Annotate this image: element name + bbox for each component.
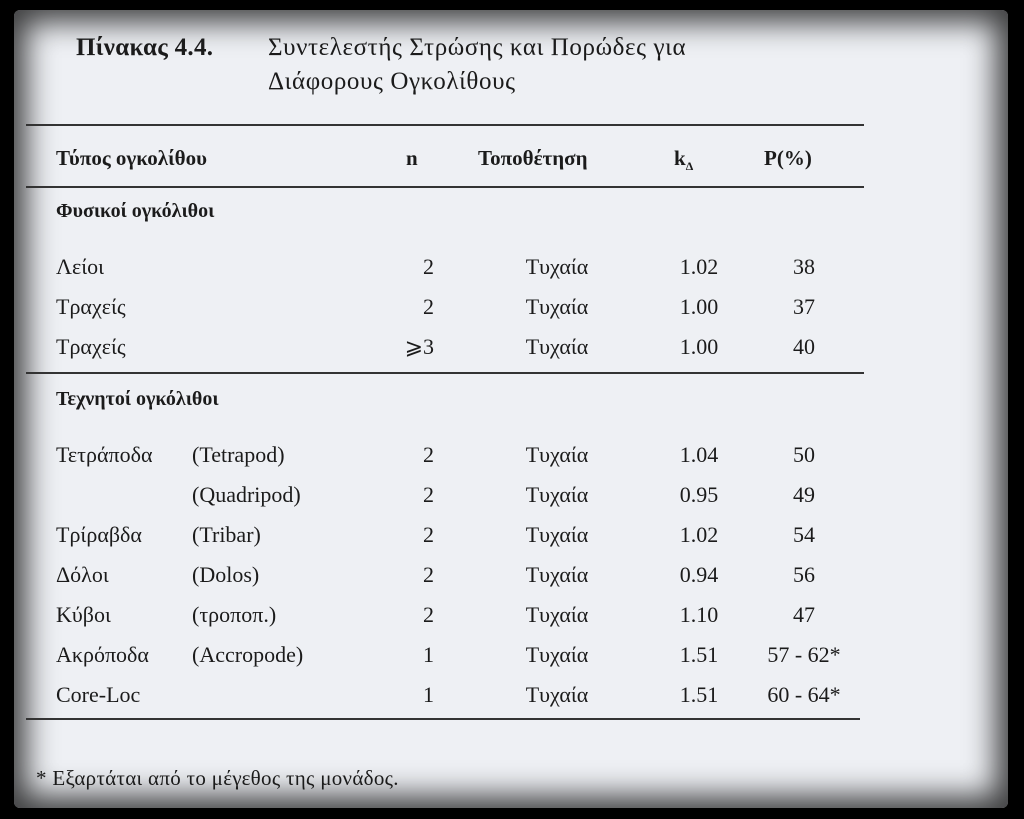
cell-name: Τετράποδα [56, 442, 153, 467]
header-n: n [406, 146, 418, 170]
cell-placement: Τυχαία [525, 442, 589, 467]
cell-p: 40 [793, 334, 815, 359]
cell-k: 1.00 [679, 334, 719, 359]
cell-n: 2 [423, 602, 434, 627]
cell-k: 0.95 [679, 482, 719, 507]
cell-name: Τραχείς [56, 334, 126, 359]
cell-name: Core-Loc [56, 682, 141, 707]
footnote: * Εξαρτάται από το μέγεθος της μονάδος. [36, 766, 399, 790]
header-rule [26, 186, 864, 188]
cell-n: 2 [423, 254, 434, 279]
bottom-rule [26, 718, 860, 720]
cell-alt: (Dolos) [192, 562, 260, 587]
header-k [674, 146, 693, 174]
cell-p: 49 [793, 482, 815, 507]
table-number: Πίνακας 4.4. [76, 34, 214, 61]
cell-alt: (τροποπ.) [192, 602, 277, 627]
group-title: Φυσικοί ογκόλιθοι [56, 200, 215, 222]
cell-placement: Τυχαία [525, 522, 589, 547]
cell-n: 2 [423, 442, 434, 467]
cell-k: 1.02 [679, 254, 719, 279]
header-placement: Τοποθέτηση [478, 146, 588, 170]
cell-k: 1.04 [679, 442, 719, 467]
cell-n: ⩾3 [404, 334, 434, 359]
cell-p: 57 - 62* [767, 642, 841, 667]
cell-placement: Τυχαία [525, 294, 589, 319]
cell-p: 54 [793, 522, 815, 547]
cell-n: 2 [423, 562, 434, 587]
cell-p: 50 [793, 442, 815, 467]
group-title: Τεχνητοί ογκόλιθοι [56, 388, 219, 410]
header-k-main: k [674, 146, 686, 170]
document-page [14, 10, 1008, 808]
cell-p: 47 [793, 602, 815, 627]
cell-k: 1.51 [679, 682, 719, 707]
cell-name: Τραχείς [56, 294, 126, 319]
group-separator-rule [26, 372, 864, 374]
cell-n: 2 [423, 522, 434, 547]
cell-k: 1.02 [679, 522, 719, 547]
cell-k: 0.94 [679, 562, 719, 587]
cell-placement: Τυχαία [525, 682, 589, 707]
cell-name: Δόλοι [56, 562, 109, 587]
cell-alt: (Tetrapod) [192, 442, 285, 467]
cell-placement: Τυχαία [525, 482, 589, 507]
cell-name: Λείοι [56, 254, 105, 279]
cell-alt: (Tribar) [192, 522, 261, 547]
cell-placement: Τυχαία [525, 254, 589, 279]
header-p: P(%) [764, 146, 812, 170]
cell-name: Ακρόποδα [56, 642, 149, 667]
top-rule [26, 124, 864, 126]
header-type: Τύπος ογκολίθου [56, 146, 207, 170]
cell-placement: Τυχαία [525, 642, 589, 667]
cell-p: 60 - 64* [767, 682, 841, 707]
cell-alt: (Accropode) [192, 642, 304, 667]
cell-placement: Τυχαία [525, 334, 589, 359]
cell-k: 1.51 [679, 642, 719, 667]
table-title-line-2: Διάφορους Ογκολίθους [268, 68, 516, 95]
cell-p: 37 [793, 294, 815, 319]
table-title-line-1: Συντελεστής Στρώσης και Πορώδες για [268, 34, 687, 61]
cell-n: 2 [423, 294, 434, 319]
cell-p: 38 [793, 254, 815, 279]
header-k-sub: Δ [685, 159, 694, 174]
cell-n: 1 [423, 642, 434, 667]
cell-n: 2 [423, 482, 434, 507]
cell-placement: Τυχαία [525, 602, 589, 627]
cell-alt: (Quadripod) [192, 482, 301, 507]
cell-placement: Τυχαία [525, 562, 589, 587]
cell-k: 1.00 [679, 294, 719, 319]
cell-p: 56 [793, 562, 815, 587]
cell-name: Τρίραβδα [56, 522, 142, 547]
cell-k: 1.10 [679, 602, 719, 627]
cell-n: 1 [423, 682, 434, 707]
cell-name: Κύβοι [56, 602, 111, 627]
